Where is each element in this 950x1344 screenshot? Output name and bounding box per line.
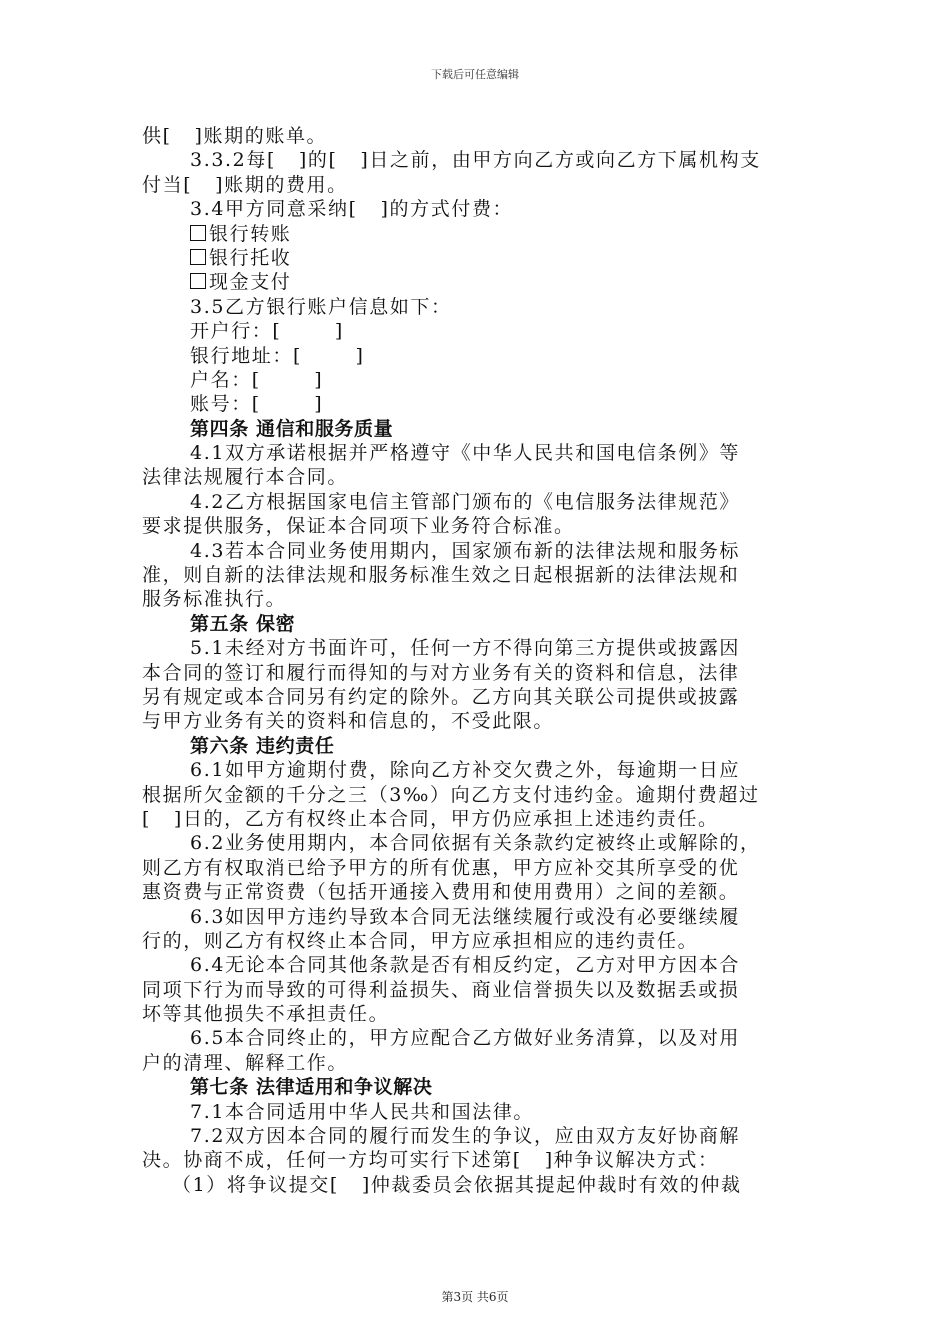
bank-name-field: 开户行：[ ] [190, 320, 344, 343]
text-line: 户的清理、解释工作。 [142, 1051, 349, 1074]
text-line: 法律法规履行本合同。 [142, 466, 349, 489]
text-line: 3.3.2每[ ]的[ ]日之前，由甲方向乙方或向乙方下属机构支 [190, 149, 761, 172]
checkbox-icon [190, 249, 206, 265]
option-label: 现金支付 [209, 271, 292, 294]
text-line: 4.1双方承诺根据并严格遵守《中华人民共和国电信条例》等 [190, 442, 741, 465]
text-line: 5.1未经对方书面许可，任何一方不得向第三方提供或披露因 [190, 637, 741, 660]
text-line: 6.3如因甲方违约导致本合同无法继续履行或没有必要继续履 [190, 905, 741, 928]
text-line: 行的，则乙方有权终止本合同，甲方应承担相应的违约责任。 [142, 929, 699, 952]
text-line: [ ]日的，乙方有权终止本合同，甲方仍应承担上述违约责任。 [142, 807, 719, 830]
account-number-field: 账号：[ ] [190, 393, 324, 416]
page-number: 第3页 共6页 [441, 1290, 509, 1304]
section-heading: 第六条 违约责任 [190, 734, 335, 757]
text-line: 决。协商不成，任何一方均可实行下述第[ ]种争议解决方式： [142, 1149, 719, 1172]
payment-option-bank-transfer [142, 222, 812, 246]
section-heading: 第五条 保密 [190, 612, 296, 635]
text-line: 6.2业务使用期内，本合同依据有关条款约定被终止或解除的， [190, 832, 761, 855]
text-line: 6.1如甲方逾期付费，除向乙方补交欠费之外，每逾期一日应 [190, 759, 741, 782]
text-line: 另有规定或本合同另有约定的除外。乙方向其关联公司提供或披露 [142, 685, 740, 708]
account-name-field: 户名：[ ] [190, 368, 324, 391]
option-label: 银行托收 [209, 246, 292, 269]
document-body [142, 124, 812, 1197]
payment-option-cash [142, 270, 812, 294]
text-line: 6.5本合同终止的，甲方应配合乙方做好业务清算，以及对用 [190, 1027, 741, 1050]
checkbox-icon [190, 273, 206, 289]
text-line: 本合同的签订和履行而得知的与对方业务有关的资料和信息，法律 [142, 661, 740, 684]
text-line: 3.4甲方同意采纳[ ]的方式付费： [190, 198, 514, 221]
text-line: 7.1本合同适用中华人民共和国法律。 [190, 1100, 535, 1123]
payment-option-bank-collection [142, 246, 812, 270]
text-line: 供[ ]账期的账单。 [142, 125, 328, 147]
text-line: 4.3若本合同业务使用期内，国家颁布新的法律法规和服务标 [190, 539, 741, 562]
text-line: 4.2乙方根据国家电信主管部门颁布的《电信服务法律规范》 [190, 490, 741, 513]
page-header: 下载后可任意编辑 [431, 68, 519, 81]
checkbox-icon [190, 225, 206, 241]
text-line: 6.4无论本合同其他条款是否有相反约定，乙方对甲方因本合 [190, 954, 741, 977]
text-line: 准，则自新的法律法规和服务标准生效之日起根据新的法律法规和 [142, 564, 740, 587]
section-heading: 第四条 通信和服务质量 [190, 417, 394, 440]
text-line: 服务标准执行。 [142, 588, 287, 611]
text-line: 7.2双方因本合同的履行而发生的争议，应由双方友好协商解 [190, 1125, 741, 1148]
option-label: 银行转账 [209, 222, 292, 245]
text-line: 惠资费与正常资费（包括开通接入费用和使用费用）之间的差额。 [142, 881, 740, 904]
text-line: 同项下行为而导致的可得利益损失、商业信誉损失以及数据丢或损 [142, 978, 740, 1001]
text-line: 根据所欠金额的千分之三（3‰）向乙方支付违约金。逾期付费超过 [142, 783, 760, 806]
bank-address-field: 银行地址：[ ] [190, 344, 365, 367]
text-line: 要求提供服务，保证本合同项下业务符合标准。 [142, 515, 575, 538]
text-line: （1）将争议提交[ ]仲裁委员会依据其提起仲裁时有效的仲裁 [172, 1173, 742, 1196]
text-line: 付当[ ]账期的费用。 [142, 173, 348, 196]
text-line: 则乙方有权取消已给予甲方的所有优惠，甲方应补交其所享受的优 [142, 856, 740, 879]
text-line: 3.5乙方银行账户信息如下： [190, 295, 452, 318]
section-heading: 第七条 法律适用和争议解决 [190, 1076, 433, 1099]
text-line: 与甲方业务有关的资料和信息的，不受此限。 [142, 710, 555, 733]
text-line: 坏等其他损失不承担责任。 [142, 1003, 390, 1026]
